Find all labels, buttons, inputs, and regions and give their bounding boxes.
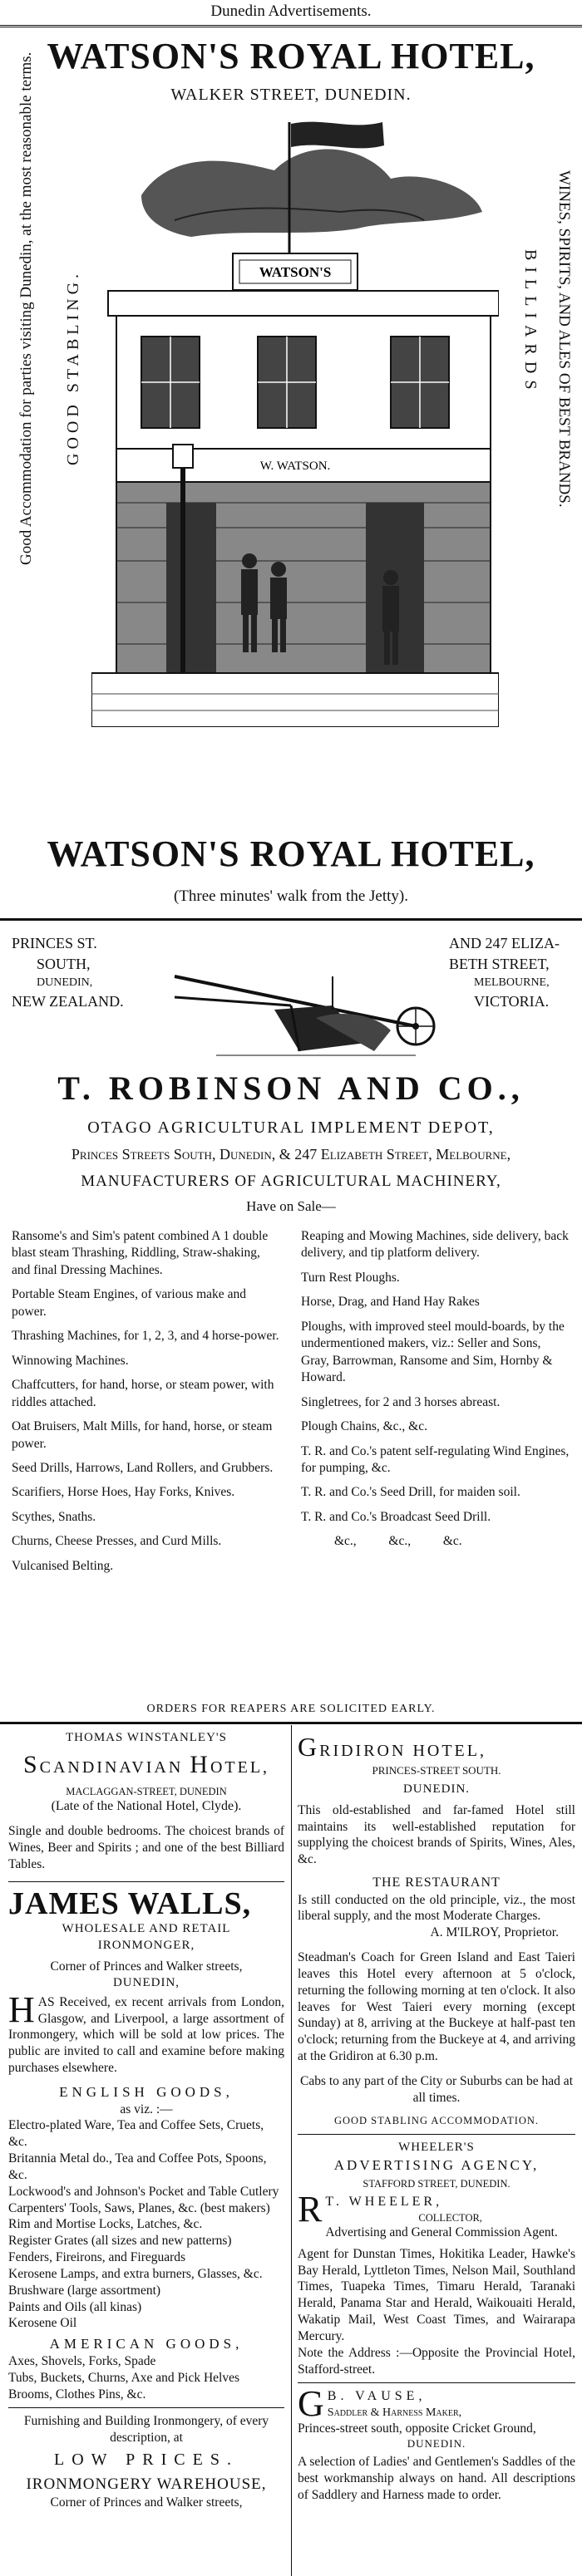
divider: [298, 2134, 575, 2135]
robinson-address: Princes Streets South, Dunedin, & 247 Elizabeth Street, Melbourne,: [71, 1146, 511, 1163]
cornice: [108, 291, 499, 316]
list-item: Scarifiers, Horse Hoes, Hay Forks, Knives.: [12, 1485, 235, 1500]
roof-sign-text: WATSON'S: [259, 264, 332, 280]
walls-sub2: IRONMONGER,: [97, 1938, 195, 1952]
section-rule: [0, 1722, 582, 1724]
wheeler-title: ADVERTISING AGENCY,: [333, 2156, 540, 2173]
vause-name: B. VAUSE,: [327, 2389, 427, 2404]
list-item: Electro-plated Ware, Tea and Coffee Sets, Cruets, &c.: [8, 2118, 264, 2150]
walls-corner: Corner of Princes and Walker streets,: [50, 1959, 243, 1974]
scandinavian-late: (Late of the National Hotel, Clyde).: [51, 1798, 242, 1813]
walls-body-block: [8, 1989, 284, 2077]
vause-block: [298, 2383, 575, 2425]
walls-furnishing: Furnishing and Building Ironmongery, of every description, at: [23, 2414, 269, 2446]
list-item: Rim and Mortise Locks, Latches, &c.: [8, 2217, 203, 2232]
list-item: Tubs, Buckets, Churns, Axe and Pick Helves: [8, 2370, 239, 2385]
walls-american: AMERICAN GOODS,: [49, 2336, 244, 2352]
robinson-right-address: [449, 933, 582, 1012]
gridiron-coach: Steadman's Coach for Green Island and East Taieri leaves this Hotel every afternoon at 5 o'clock, returning the following morning at ten o'clock. It also leaves for West Taieri every morning (except Sunday) at 8, arriving at the Buckeye at half-past ten o'clock; returning from the Buckeye at 4, and arriving at the Gridiron at 6.30 p.m.: [298, 1950, 575, 2063]
cloud-illustration: [141, 150, 482, 237]
drop-letter: G: [298, 2383, 324, 2425]
robinson-title: T. ROBINSON AND CO.,: [57, 1069, 525, 1107]
list-item: Lockwood's and Johnson's Pocket and Table Cutlery: [8, 2184, 279, 2199]
drop-letter: H: [8, 1989, 35, 2030]
list-item: Scythes, Snaths.: [12, 1509, 96, 1524]
watson-title-bottom: WATSON'S ROYAL HOTEL,: [47, 833, 535, 874]
page-header: Dunedin Advertisements.: [210, 2, 372, 20]
wheeler-agent: Agent for Dunstan Times, Hokitika Leader, Hawke's Bay Herald, Lyttleton Times, Nelson Mail, Southland Times, Tuapeka Times, Timaru Herald, Taranaki Herald, Panama Star and Herald, Waikouaiti Herald, Wakatip Mail, West Coast Times, and Wairarapa Mercury.: [298, 2246, 575, 2343]
wheeler-name-block: [298, 2189, 575, 2240]
walls-body: AS Received, ex recent arrivals from London, Glasgow, and Liverpool, a large assortment of Ironmongery, which will be sold at low prices. The public are invited to call and examine before making purchases elsewhere.: [8, 1994, 284, 2076]
watson-right-vertical-text: WINES, SPIRITS, AND ALES OF BEST BRANDS.: [555, 170, 573, 508]
address-line: VICTORIA.: [474, 992, 550, 1010]
list-item: Fenders, Fireirons, and Fireguards: [8, 2250, 186, 2265]
list-item: T. R. and Co.'s Seed Drill, for maiden soil.: [301, 1485, 520, 1500]
list-item: Singletrees, for 2 and 3 horses abreast.: [301, 1394, 501, 1409]
front-sign-text: W. WATSON.: [259, 460, 331, 473]
list-item: Turn Rest Ploughs.: [301, 1270, 400, 1285]
scandinavian-title: [8, 1749, 284, 1781]
list-item: Reaping and Mowing Machines, side delivery, back delivery, and tip platform delivery.: [301, 1229, 569, 1261]
address-line: MELBOURNE,: [474, 976, 550, 990]
list-item: Vulcanised Belting.: [12, 1558, 114, 1573]
gridiron-body: This old-established and far-famed Hotel still maintains its well-established reputation for supplying the choicest brands of Spirits, Wines, Ales, &c.: [298, 1802, 575, 1867]
drop-letter: R: [298, 2189, 323, 2230]
wheeler-owner: WHEELER'S: [398, 2141, 475, 2155]
right-column: [298, 1730, 575, 2504]
address-line: PRINCES ST.: [12, 935, 97, 951]
walls-city: DUNEDIN,: [112, 1975, 180, 1989]
list-item: Plough Chains, &c., &c.: [301, 1419, 427, 1434]
header-rule: [0, 25, 582, 27]
title-text: RIDIRON HOTEL,: [319, 1742, 486, 1760]
list-item: &c., &c., &c.: [334, 1534, 462, 1549]
list-item: Carpenters' Tools, Saws, Planes, &c. (best makers): [8, 2200, 270, 2215]
wheeler-collector: COLLECTOR,: [418, 2211, 482, 2224]
list-item: Thrashing Machines, for 1, 2, 3, and 4 horse-power.: [12, 1329, 279, 1344]
walls-title: JAMES WALLS,: [8, 1885, 252, 1921]
gridiron-proprietor: A. M'ILROY, Proprietor.: [430, 1925, 559, 1940]
gridiron-stabling: GOOD STABLING ACCOMMODATION.: [333, 2115, 540, 2127]
list-item: Portable Steam Engines, of various make and power.: [12, 1287, 246, 1319]
title-text: OTEL,: [210, 1758, 270, 1777]
walls-warehouse: IRONMONGERY WAREHOUSE,: [26, 2475, 267, 2493]
wheeler-name: T. WHEELER,: [325, 2195, 443, 2210]
walls-low-prices: LOW PRICES.: [54, 2451, 239, 2470]
list-item: Register Grates (all sizes and new patterns): [8, 2234, 232, 2249]
list-item: Oat Bruisers, Malt Mills, for hand, horse, or steam power.: [12, 1419, 273, 1451]
gridiron-city: DUNEDIN.: [402, 1782, 471, 1796]
flag: [291, 122, 384, 149]
address-line: DUNEDIN,: [37, 976, 93, 990]
gridiron-restaurant-body: Is still conducted on the old principle, viz., the most liberal supply, and the most Moderate Charges.: [298, 1892, 575, 1924]
address-line: NEW ZEALAND.: [12, 992, 124, 1010]
robinson-left-address: [12, 933, 170, 1012]
vause-body: A selection of Ladies' and Gentlemen's Saddles of the best workmanship always on hand. All descriptions of Saddlery and Harness made to order.: [298, 2455, 575, 2502]
robinson-on-sale: Have on Sale—: [246, 1198, 336, 1214]
address-line: BETH STREET,: [449, 956, 550, 973]
walls-footer: Corner of Princes and Walker streets,: [50, 2495, 243, 2510]
gridiron-restaurant: THE RESTAURANT: [372, 1875, 501, 1890]
title-text: CANDINAVIAN: [39, 1758, 184, 1777]
list-item: Horse, Drag, and Hand Hay Rakes: [301, 1295, 480, 1310]
list-item: T. R. and Co.'s Broadcast Seed Drill.: [301, 1509, 491, 1524]
list-item: Winnowing Machines.: [12, 1353, 129, 1368]
drop-letter: H: [190, 1751, 210, 1779]
list-item: Paints and Oils (all kinas): [8, 2299, 142, 2314]
vause-trade: Saddler & Harness Maker,: [327, 2406, 462, 2419]
scandinavian-body: Single and double bedrooms. The choicest brands of Wines, Beer and Spirits ; and one of the best Billiard Tables.: [8, 1824, 284, 1871]
list-item: Britannia Metal do., Tea and Coffee Pots, Spoons, &c.: [8, 2151, 267, 2182]
divider: [8, 2407, 284, 2408]
watson-title: WATSON'S ROYAL HOTEL,: [47, 36, 535, 76]
watson-good-stabling: GOOD STABLING.: [64, 269, 82, 465]
watson-footnote: (Three minutes' walk from the Jetty).: [173, 887, 408, 905]
watson-subtitle: WALKER STREET, DUNEDIN.: [170, 86, 412, 104]
robinson-depot: OTAGO AGRICULTURAL IMPLEMENT DEPOT,: [87, 1118, 495, 1137]
walls-english-list: [8, 2117, 284, 2332]
hotel-illustration: [91, 112, 499, 727]
scandinavian-street: MACLAGGAN-STREET, DUNEDIN: [66, 1785, 227, 1797]
walls-sub1: WHOLESALE AND RETAIL: [62, 1922, 231, 1936]
watson-billiards: BILLIARDS: [521, 249, 540, 396]
list-item: Ransome's and Sim's patent combined A 1 double blast steam Thrashing, Riddling, Straw-shaking, and final Dressing Machines.: [12, 1229, 269, 1277]
vause-city: DUNEDIN.: [407, 2436, 466, 2450]
divider: [8, 1881, 284, 1882]
column-divider: [291, 1725, 292, 2576]
list-item: Churns, Cheese Presses, and Curd Mills.: [12, 1534, 222, 1549]
list-item: Seed Drills, Harrows, Land Rollers, and Grubbers.: [12, 1460, 274, 1475]
plough-illustration: [166, 927, 449, 1068]
section-rule: [0, 918, 582, 921]
doorway: [166, 503, 216, 673]
left-column: [8, 1730, 284, 2511]
wheeler-street: STAFFORD STREET, DUNEDIN.: [363, 2178, 510, 2190]
divider: [298, 2382, 575, 2383]
wheeler-note: Note the Address :—Opposite the Provincial Hotel, Stafford-street.: [298, 2345, 575, 2377]
list-item: Brushware (large assortment): [8, 2283, 161, 2298]
list-item: Axes, Shovels, Forks, Spade: [8, 2353, 156, 2368]
robinson-list-left: [12, 1228, 282, 1582]
robinson-list-right: [301, 1228, 571, 1558]
robinson-orders: ORDERS FOR REAPERS ARE SOLICITED EARLY.: [146, 1703, 436, 1715]
drop-letter: G: [298, 1732, 320, 1762]
drop-letter: S: [22, 1751, 40, 1779]
list-item: Kerosene Lamps, and extra burners, Glasses, &c.: [8, 2266, 263, 2281]
walls-american-list: [8, 2353, 284, 2402]
robinson-manufacturers: MANUFACTURERS OF AGRICULTURAL MACHINERY,: [81, 1172, 501, 1190]
list-item: Brooms, Clothes Pins, &c.: [8, 2387, 146, 2401]
gridiron-title: [298, 1730, 575, 1764]
list-item: Ploughs, with improved steel mould-boards, by the undermentioned makers, viz.: Seller and Sons, Gray, Barrowman, Ransome and Sim, Hornby & Howard.: [301, 1319, 565, 1385]
gridiron-cabs: Cabs to any part of the City or Suburbs can be had at all times.: [299, 2073, 573, 2105]
walls-viz: as viz. :—: [120, 2102, 173, 2116]
watson-left-vertical-text: Good Accommodation for parties visiting Dunedin, at the most reasonable terms.: [17, 52, 35, 565]
scandinavian-owner: THOMAS WINSTANLEY'S: [66, 1731, 227, 1744]
list-item: T. R. and Co.'s patent self-regulating Wind Engines, for pumping, &c.: [301, 1443, 570, 1475]
list-item: Chaffcutters, for hand, horse, or steam power, with riddles attached.: [12, 1378, 274, 1409]
wheeler-role: Advertising and General Commission Agent.: [325, 2225, 558, 2239]
vause-address: Princes-street south, opposite Cricket Ground,: [298, 2421, 536, 2436]
walls-english: ENGLISH GOODS,: [59, 2083, 234, 2100]
list-item: Kerosene Oil: [8, 2316, 77, 2331]
address-line: AND 247 ELIZA-: [449, 935, 560, 951]
gridiron-street: PRINCES-STREET SOUTH.: [372, 1763, 501, 1777]
address-line: SOUTH,: [37, 956, 91, 973]
